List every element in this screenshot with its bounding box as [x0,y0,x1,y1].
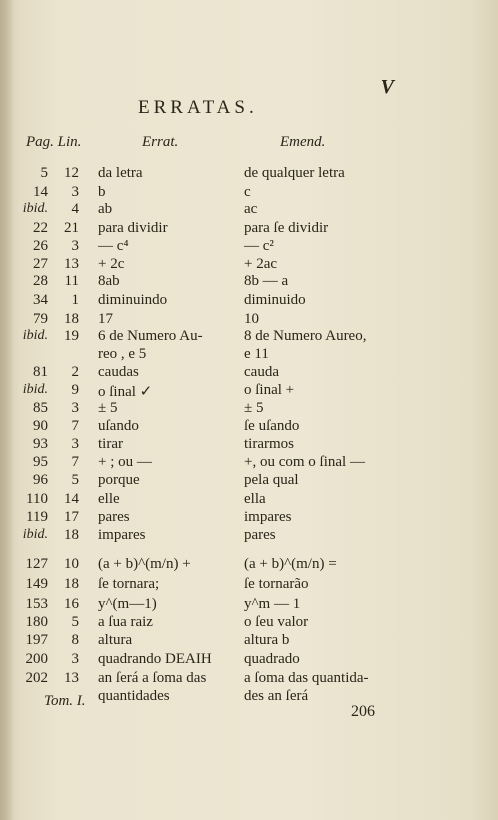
cell-lin: 1 [71,292,79,308]
cell-emend: e 11 [244,346,269,362]
cell-pag: 26 [33,238,48,254]
cell-errat: quantidades [98,688,170,704]
errata-row [0,576,498,596]
cell-lin: 11 [64,273,79,289]
cell-emend: (a + b)^(m/n) = [244,556,337,572]
cell-lin: 7 [71,418,79,434]
errata-row [0,273,498,293]
cell-emend: impares [244,509,292,525]
cell-errat: quadrando DEAIH [98,651,212,667]
cell-pag: 22 [33,220,48,236]
cell-emend: + 2ac [244,256,278,272]
errata-row [0,418,498,438]
header-pag-lin: Pag. Lin. [26,134,82,150]
cell-pag: 81 [33,364,48,380]
errata-row [0,527,498,547]
cell-pag: ibid. [22,382,48,397]
cell-pag: 34 [33,292,48,308]
cell-pag: ibid. [22,201,48,216]
errata-row [0,491,498,511]
errata-row [0,328,498,348]
cell-errat: (a + b)^(m/n) + [98,556,191,572]
cell-emend: +, ou com o ſinal — [244,454,365,470]
cell-emend: a ſoma das quantida- [244,670,369,686]
cell-errat: — c⁴ [98,238,129,254]
cell-lin: 3 [71,651,79,667]
errata-row [0,238,498,258]
errata-row [0,346,498,366]
cell-lin: 14 [64,491,79,507]
errata-row [0,201,498,221]
cell-emend: ella [244,491,266,507]
cell-errat: tirar [98,436,123,452]
cell-lin: 18 [64,311,79,327]
cell-pag: 27 [33,256,48,272]
cell-errat: elle [98,491,120,507]
errata-row [0,670,498,690]
cell-pag: 197 [25,632,48,648]
header-errat: Errat. [142,134,179,150]
cell-lin: 17 [64,509,79,525]
cell-emend: de qualquer letra [244,165,345,181]
cell-emend: ac [244,201,258,217]
cell-emend: cauda [244,364,279,380]
cell-pag: 90 [33,418,48,434]
cell-pag: ibid. [22,328,48,343]
cell-errat: reo , e 5 [98,346,147,362]
cell-pag: 119 [26,509,48,525]
cell-lin: 10 [64,556,79,572]
cell-emend: c [244,184,251,200]
cell-pag: 200 [25,651,48,667]
cell-errat: diminuindo [98,292,168,308]
cell-pag: 149 [25,576,48,592]
cell-lin: 13 [64,256,79,272]
cell-emend: tirarmos [244,436,294,452]
cell-lin: 3 [71,184,79,200]
cell-errat: o ſinal ✓ [98,384,153,400]
cell-pag: 14 [33,184,48,200]
cell-emend: pares [244,527,276,543]
cell-emend: o ſeu valor [244,614,309,630]
errata-row [0,364,498,384]
cell-pag: 85 [33,400,48,416]
catchword: 206 [351,703,375,720]
cell-pag: 79 [33,311,48,327]
errata-row [0,614,498,634]
cell-errat: ſe tornara; [98,576,160,592]
cell-lin: 2 [71,364,79,380]
cell-emend: 8b — a [244,273,289,289]
cell-pag: ibid. [22,527,48,542]
cell-errat: uſando [98,418,139,434]
errata-row [0,651,498,671]
cell-errat: 8ab [98,273,120,289]
cell-pag: 180 [25,614,48,630]
cell-errat: a ſua raiz [98,614,153,630]
errata-row [0,454,498,474]
errata-row [0,436,498,456]
cell-emend: ſe tornarão [244,576,309,592]
cell-lin: 18 [64,576,79,592]
cell-lin: 12 [64,165,79,181]
cell-pag: 5 [40,165,48,181]
cell-pag: 127 [25,556,48,572]
page-title: ERRATAS. [138,97,258,118]
errata-row [0,292,498,312]
cell-emend: des an ſerá [244,688,309,704]
cell-errat: 6 de Numero Au- [98,328,203,344]
cell-errat: ab [98,201,113,217]
errata-row [0,556,498,576]
cell-lin: 7 [71,454,79,470]
cell-emend: ſe uſando [244,418,300,434]
cell-errat: + 2c [98,256,125,272]
cell-lin: 5 [71,614,79,630]
cell-lin: 8 [71,632,79,648]
cell-errat: impares [98,527,146,543]
volume-signature: Tom. I. [44,693,86,709]
cell-pag: 153 [25,596,48,612]
cell-lin: 16 [64,596,79,612]
errata-row [0,632,498,652]
cell-errat: da letra [98,165,143,181]
cell-pag: 93 [33,436,48,452]
errata-row [0,165,498,185]
cell-errat: pares [98,509,130,525]
cell-errat: para dividir [98,220,168,236]
errata-row [0,472,498,492]
header-emend: Emend. [280,134,326,150]
cell-emend: quadrado [244,651,300,667]
signature-mark: V [380,76,394,98]
cell-emend: 10 [244,311,259,327]
cell-errat: 17 [98,311,113,327]
cell-emend: para ſe dividir [244,220,329,236]
cell-errat: porque [98,472,140,488]
cell-emend: o ſinal + [244,382,295,398]
cell-emend: — c² [244,238,274,254]
cell-errat: caudas [98,364,139,380]
cell-lin: 18 [64,527,79,543]
cell-emend: y^m — 1 [244,596,301,612]
cell-emend: diminuido [244,292,306,308]
cell-pag: 110 [26,491,48,507]
cell-lin: 19 [64,328,79,344]
cell-errat: ± 5 [98,400,118,416]
cell-errat: y^(m—1) [98,596,157,612]
cell-errat: b [98,184,106,200]
cell-lin: 21 [64,220,79,236]
errata-row [0,382,498,402]
cell-lin: 3 [71,400,79,416]
cell-emend: pela qual [244,472,299,488]
cell-lin: 9 [71,382,79,398]
cell-pag: 202 [25,670,48,686]
cell-pag: 95 [33,454,48,470]
errata-row [0,509,498,529]
cell-lin: 5 [71,472,79,488]
cell-lin: 13 [64,670,79,686]
errata-row [0,400,498,420]
cell-emend: ± 5 [244,400,264,416]
cell-errat: + ; ou — [98,454,152,470]
cell-pag: 96 [33,472,48,488]
cell-emend: 8 de Numero Aureo, [244,328,367,344]
cell-errat: altura [98,632,133,648]
cell-lin: 4 [71,201,79,217]
cell-emend: altura b [244,632,290,648]
errata-row [0,220,498,240]
cell-lin: 3 [71,436,79,452]
cell-pag: 28 [33,273,48,289]
cell-lin: 3 [71,238,79,254]
errata-row [0,596,498,616]
cell-errat: an ſerá a ſoma das [98,670,207,686]
